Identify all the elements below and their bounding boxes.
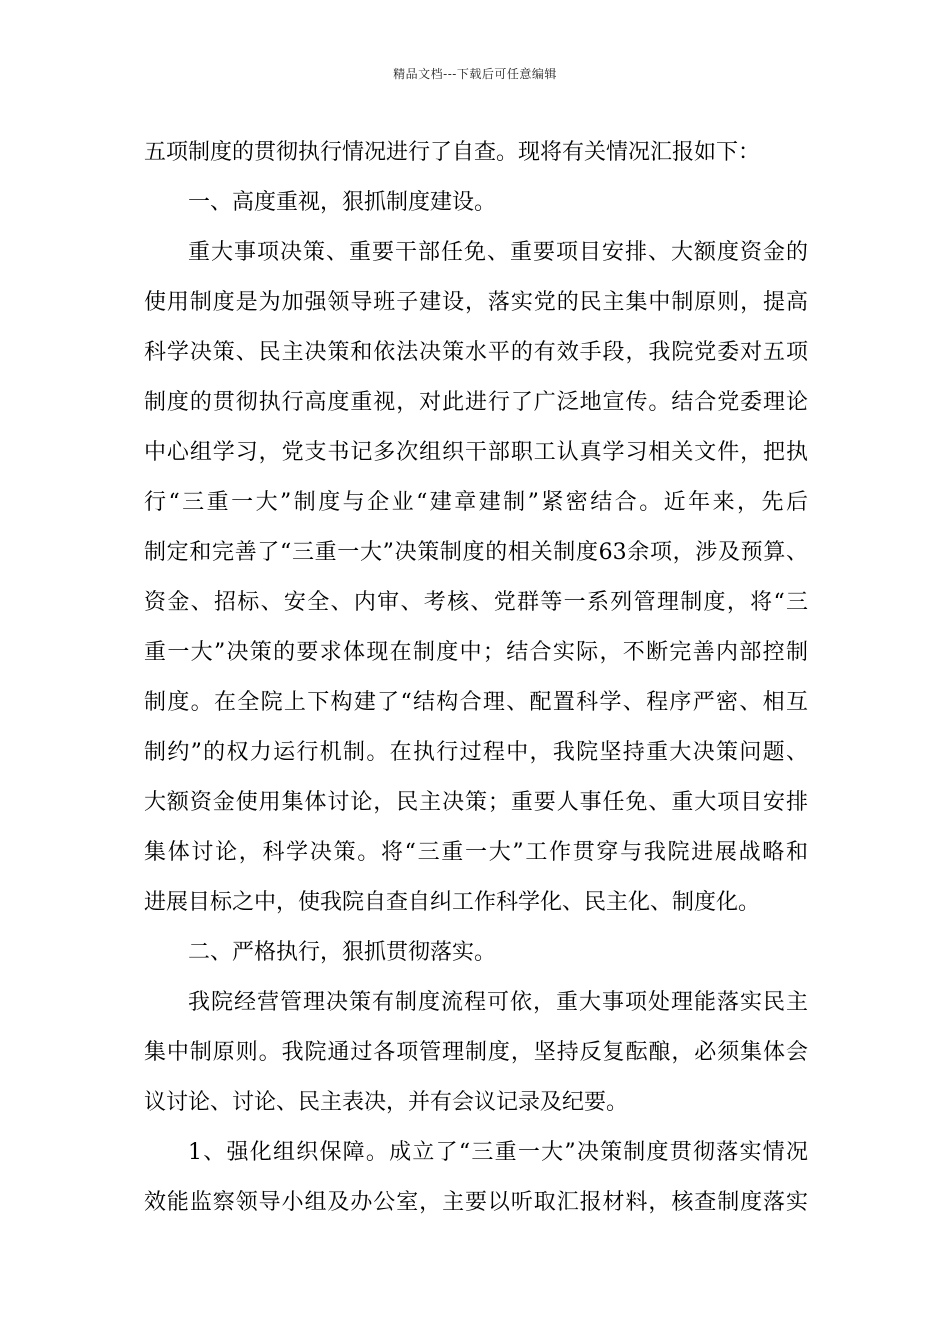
document-body (144, 128, 808, 1228)
text-line: 集中制原则。我院通过各项管理制度，坚持反复酝酿，必须集体会 (144, 1040, 808, 1065)
text-line: 效能监察领导小组及办公室，主要以听取汇报材料，核查制度落实 (144, 1190, 808, 1215)
text-line: 重一大”决策的要求体现在制度中；结合实际，不断完善内部控制 (144, 640, 808, 665)
text-line: 议讨论、讨论、民主表决，并有会议记录及纪要。 (144, 1090, 629, 1115)
text-line: 科学决策、民主决策和依法决策水平的有效手段，我院党委对五项 (144, 340, 808, 365)
text-line: 中心组学习，党支书记多次组织干部职工认真学习相关文件，把执 (144, 440, 808, 465)
page-header-note: 精品文档---下载后可任意编辑 (393, 67, 557, 81)
text-line: 我院经营管理决策有制度流程可依，重大事项处理能落实民主 (188, 990, 808, 1015)
text-line: 1、强化组织保障。成立了“三重一大”决策制度贯彻落实情况 (188, 1140, 808, 1165)
text-line: 制度。在全院上下构建了“结构合理、配置科学、程序严密、相互 (144, 690, 808, 715)
text-line: 进展目标之中，使我院自查自纠工作科学化、民主化、制度化。 (144, 890, 761, 915)
text-line: 行“三重一大”制度与企业“建章建制”紧密结合。近年来，先后 (144, 490, 808, 515)
text-line: 制度的贯彻执行高度重视，对此进行了广泛地宣传。结合党委理论 (144, 390, 808, 415)
section-heading: 二、严格执行，狠抓贯彻落实。 (188, 940, 497, 965)
text-line: 使用制度是为加强领导班子建设，落实党的民主集中制原则，提高 (144, 290, 808, 315)
text-line: 资金、招标、安全、内审、考核、党群等一系列管理制度，将“三 (144, 590, 808, 615)
text-line: 制定和完善了“三重一大”决策制度的相关制度63余项，涉及预算、 (144, 540, 808, 565)
text-line: 制约”的权力运行机制。在执行过程中，我院坚持重大决策问题、 (144, 740, 808, 765)
text-line: 集体讨论，科学决策。将“三重一大”工作贯穿与我院进展战略和 (144, 840, 808, 865)
section-heading: 一、高度重视，狠抓制度建设。 (188, 190, 497, 215)
text-line: 重大事项决策、重要干部任免、重要项目安排、大额度资金的 (188, 240, 808, 265)
text-line: 大额资金使用集体讨论，民主决策；重要人事任免、重大项目安排 (144, 790, 808, 815)
text-line: 五项制度的贯彻执行情况进行了自查。现将有关情况汇报如下： (144, 140, 761, 165)
